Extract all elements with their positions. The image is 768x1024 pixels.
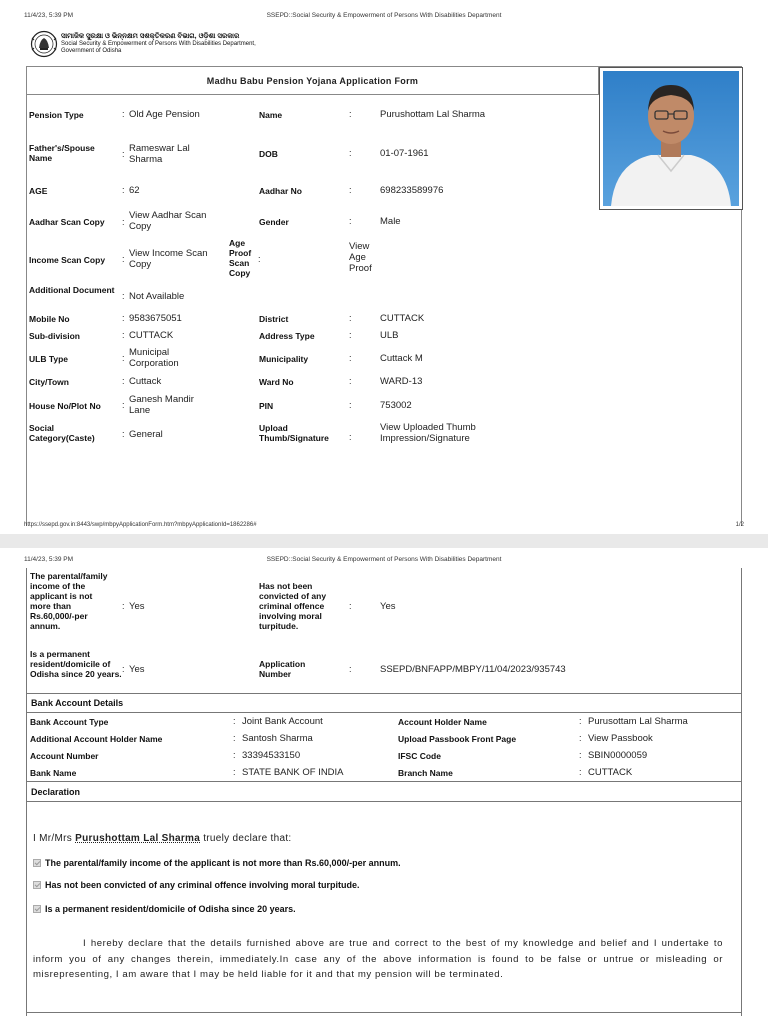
odisha-seal-icon xyxy=(30,30,58,58)
colon: : xyxy=(579,716,582,726)
aadhar-no-label: Aadhar No xyxy=(259,186,302,196)
print-page-title-2: SSEPD::Social Security & Empowerment of Persons With Disabilities Department xyxy=(266,556,502,563)
address-type-value: ULB xyxy=(380,330,399,341)
resident-question-value: Yes xyxy=(129,664,145,675)
colon: : xyxy=(233,767,236,777)
mobile-value: 9583675051 xyxy=(129,313,182,324)
branch-label: Branch Name xyxy=(398,768,453,778)
income-scan-link[interactable]: View Income Scan Copy xyxy=(129,248,208,270)
colon: : xyxy=(122,291,125,301)
divider xyxy=(26,1012,742,1013)
colon: : xyxy=(122,109,125,119)
colon: : xyxy=(122,429,125,439)
colon: : xyxy=(122,149,125,159)
pin-value: 753002 xyxy=(380,400,412,411)
colon: : xyxy=(122,664,125,674)
colon: : xyxy=(349,432,352,442)
mobile-label: Mobile No xyxy=(29,314,70,324)
declaration-item xyxy=(33,858,401,868)
colon: : xyxy=(122,601,125,611)
declaration-prefix: I Mr/Mrs xyxy=(33,833,73,844)
divider xyxy=(26,801,742,802)
logo-dept-line1: Social Security & Empowerment of Persons With Disabilities Department, xyxy=(61,41,256,47)
declaration-item xyxy=(33,904,296,914)
bank-name-value: STATE BANK OF INDIA xyxy=(242,767,344,778)
checkbox-checked-icon xyxy=(33,859,41,867)
print-url: https://ssepd.gov.in:8443/swp/mbpyApplicationForm.htm?mbpyApplicationId=1862286# xyxy=(24,522,257,528)
declaration-paragraph: I hereby declare that the details furnished above are true and correct to the best of my knowledge and belief and I undertake to inform you of any changes therein, immediately.In case any of the above information is found to be false or untrue or misleading or misrepresenting, I am aware that I may be held liable for it and that my pension will be terminated. xyxy=(33,938,723,980)
district-value: CUTTACK xyxy=(380,313,425,324)
name-label: Name xyxy=(259,110,283,120)
municipality-label: Municipality xyxy=(259,354,309,364)
declaration-item-text: Has not been convicted of any criminal offence involving moral turpitude. xyxy=(45,880,360,890)
colon: : xyxy=(349,353,352,363)
colon: : xyxy=(122,217,125,227)
resident-question-label: Is a permanent resident/domicile of Odisha since 20 years. xyxy=(30,649,122,679)
print-datetime: 11/4/23, 5:39 PM xyxy=(24,12,74,19)
applicant-photo-image xyxy=(603,71,739,206)
colon: : xyxy=(233,716,236,726)
declaration-suffix: truely declare that: xyxy=(203,833,292,844)
convict-question-value: Yes xyxy=(380,601,396,612)
colon: : xyxy=(579,767,582,777)
house-label: House No/Plot No xyxy=(29,401,101,411)
income-scan-label: Income Scan Copy xyxy=(29,255,106,265)
colon: : xyxy=(349,148,352,158)
city-label: City/Town xyxy=(29,377,69,387)
department-logo-block xyxy=(30,30,256,58)
address-type-label: Address Type xyxy=(259,331,315,341)
colon: : xyxy=(122,254,125,264)
age-proof-label: Age Proof Scan Copy xyxy=(229,238,252,278)
checkbox-checked-icon xyxy=(33,905,41,913)
colon: : xyxy=(122,400,125,410)
colon: : xyxy=(349,601,352,611)
ward-label: Ward No xyxy=(259,377,294,387)
logo-odia-text: ସାମାଜିକ ସୁରକ୍ଷା ଓ ଭିନ୍ନକ୍ଷମ ସଶକ୍ତିକରଣ ବିଭାଗ, ଓଡ଼ିଶା ସରକାର xyxy=(61,33,240,40)
applicant-photo xyxy=(599,67,743,210)
passbook-label: Upload Passbook Front Page xyxy=(398,734,517,744)
colon: : xyxy=(349,330,352,340)
gender-label: Gender xyxy=(259,217,289,227)
colon: : xyxy=(349,216,352,226)
acct-number-label: Account Number xyxy=(30,751,99,761)
acct-holder-label: Account Holder Name xyxy=(398,717,487,727)
thumb-link[interactable]: View Uploaded Thumb Impression/Signature xyxy=(380,422,476,444)
colon: : xyxy=(349,400,352,410)
age-proof-link[interactable]: View Age Proof xyxy=(349,241,372,274)
pin-label: PIN xyxy=(259,401,274,411)
colon: : xyxy=(349,185,352,195)
addl-holder-label: Additional Account Holder Name xyxy=(30,734,163,744)
dob-label: DOB xyxy=(259,149,278,159)
ward-value: WARD-13 xyxy=(380,376,423,387)
colon: : xyxy=(122,376,125,386)
bank-section-title: Bank Account Details xyxy=(31,698,124,708)
colon: : xyxy=(233,733,236,743)
declaration-intro xyxy=(33,833,291,844)
declaration-item xyxy=(33,880,360,890)
ifsc-label: IFSC Code xyxy=(398,751,441,761)
city-value: Cuttack xyxy=(129,376,162,387)
age-value: 62 xyxy=(129,185,140,196)
father-spouse-label: Father's/Spouse Name xyxy=(29,143,95,163)
colon: : xyxy=(579,750,582,760)
colon: : xyxy=(258,254,261,264)
declaration-applicant-name: Purushottam Lal Sharma xyxy=(75,833,201,844)
app-number-label: Application Number xyxy=(259,659,306,679)
bank-name-label: Bank Name xyxy=(30,768,77,778)
colon: : xyxy=(349,376,352,386)
passbook-link[interactable]: View Passbook xyxy=(588,733,653,744)
municipality-value: Cuttack M xyxy=(380,353,423,364)
colon: : xyxy=(349,313,352,323)
app-number-value: SSEPD/BNFAPP/MBPY/11/04/2023/935743 xyxy=(380,664,566,675)
district-label: District xyxy=(259,314,289,324)
colon: : xyxy=(349,109,352,119)
pension-type-label: Pension Type xyxy=(29,110,84,120)
logo-dept-line2: Government of Odisha xyxy=(61,48,122,54)
house-value: Ganesh Mandir Lane xyxy=(129,394,194,416)
subdivision-value: CUTTACK xyxy=(129,330,174,341)
thumb-label: Upload Thumb/Signature xyxy=(259,423,329,443)
divider xyxy=(26,693,742,694)
additional-doc-value: Not Available xyxy=(129,291,185,302)
divider xyxy=(26,712,742,713)
colon: : xyxy=(122,353,125,363)
income-question-label: The parental/family income of the applicant is not more than Rs.60,000/-per annum. xyxy=(30,571,108,631)
print-page-number: 1/2 xyxy=(735,522,744,528)
ulb-type-label: ULB Type xyxy=(29,354,69,364)
frame-right-border xyxy=(741,568,742,1016)
convict-question-label: Has not been convicted of any criminal offence involving moral turpitude. xyxy=(259,581,327,631)
colon: : xyxy=(233,750,236,760)
branch-value: CUTTACK xyxy=(588,767,633,778)
divider xyxy=(26,781,742,782)
declaration-item-text: Is a permanent resident/domicile of Odisha since 20 years. xyxy=(45,904,296,914)
additional-doc-label: Additional Document xyxy=(29,285,115,295)
ifsc-value: SBIN0000059 xyxy=(588,750,648,761)
income-question-value: Yes xyxy=(129,601,145,612)
caste-label: Social Category(Caste) xyxy=(29,423,95,443)
name-value: Purushottam Lal Sharma xyxy=(380,109,486,120)
ulb-type-value: Municipal Corporation xyxy=(129,347,179,369)
aadhar-scan-label: Aadhar Scan Copy xyxy=(29,217,105,227)
colon: : xyxy=(579,733,582,743)
colon: : xyxy=(122,185,125,195)
pension-type-value: Old Age Pension xyxy=(129,109,200,120)
father-spouse-value: Rameswar Lal Sharma xyxy=(129,143,190,165)
colon: : xyxy=(122,313,125,323)
print-datetime-2: 11/4/23, 5:39 PM xyxy=(24,556,74,563)
print-page-title: SSEPD::Social Security & Empowerment of Persons With Disabilities Department xyxy=(266,12,502,19)
age-label: AGE xyxy=(29,186,48,196)
bank-acct-type-label: Bank Account Type xyxy=(30,717,109,727)
caste-value: General xyxy=(129,429,163,440)
declaration-item-text: The parental/family income of the applicant is not more than Rs.60,000/-per annum. xyxy=(45,858,401,868)
dob-value: 01-07-1961 xyxy=(380,148,429,159)
aadhar-no-value: 698233589976 xyxy=(380,185,444,196)
declaration-title: Declaration xyxy=(31,787,81,797)
bank-acct-type-value: Joint Bank Account xyxy=(242,716,323,727)
acct-number-value: 33394533150 xyxy=(242,750,301,761)
aadhar-scan-link[interactable]: View Aadhar Scan Copy xyxy=(129,210,207,232)
addl-holder-value: Santosh Sharma xyxy=(242,733,313,744)
frame-left-border xyxy=(26,568,27,1016)
form-title: Madhu Babu Pension Yojana Application Form xyxy=(27,67,599,95)
gender-value: Male xyxy=(380,216,401,227)
colon: : xyxy=(349,664,352,674)
colon: : xyxy=(122,330,125,340)
subdivision-label: Sub-division xyxy=(29,331,80,341)
checkbox-checked-icon xyxy=(33,881,41,889)
acct-holder-value: Purusottam Lal Sharma xyxy=(588,716,688,727)
